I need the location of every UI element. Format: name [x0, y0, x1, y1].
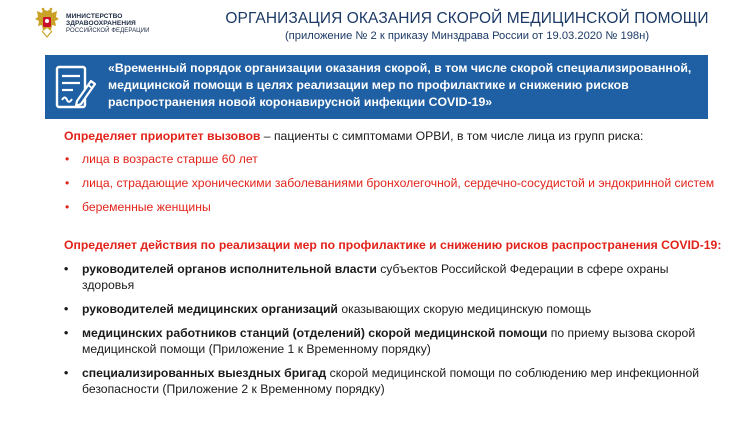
- priority-heading-rest: – пациенты с симптомами ОРВИ, в том числе лица из групп риска:: [260, 129, 644, 143]
- list-item-text: лица, страдающие хроническими заболеваниями бронхолегочной, сердечно-сосудистой и эндокринной систем: [82, 176, 715, 190]
- priority-heading: [64, 128, 724, 144]
- ministry-line-2: ЗДРАВООХРАНЕНИЯ: [66, 20, 136, 28]
- list-item: [64, 151, 724, 167]
- ministry-name: [66, 13, 150, 35]
- list-item-bold: специализированных выездных бригад: [82, 366, 327, 380]
- list-item-bold: медицинских работников станций (отделений) скорой медицинской помощи: [82, 326, 548, 340]
- ministry-line-3: РОССИЙСКОЙ ФЕДЕРАЦИИ: [66, 27, 150, 34]
- list-item: [64, 199, 724, 215]
- list-item: [64, 301, 724, 317]
- list-item: [64, 261, 724, 293]
- bullet-icon: •: [64, 302, 69, 316]
- title-block: [212, 10, 722, 44]
- list-item-text: беременные женщины: [82, 200, 211, 214]
- document-pen-icon: [53, 61, 97, 113]
- bullet-icon: •: [65, 200, 70, 214]
- list-item-bold: руководителей органов исполнительной власти: [82, 262, 377, 276]
- list-item-text: скорой медицинской помощи по соблюдению мер инфекционной безопасности (Приложение 2 к Временному порядку): [82, 366, 700, 396]
- list-item: [64, 365, 724, 397]
- bullet-icon: •: [65, 152, 70, 166]
- list-item: [64, 175, 724, 191]
- page-title: ОРГАНИЗАЦИЯ ОКАЗАНИЯ СКОРОЙ МЕДИЦИНСКОЙ ПОМОЩИ: [225, 10, 709, 27]
- bullet-icon: •: [64, 262, 69, 276]
- actions-list: [64, 261, 724, 397]
- priority-heading-bold: Определяет приоритет вызовов: [64, 129, 261, 143]
- actions-heading: Определяет действия по реализации мер по профилактике и снижению рисков распространения COVID-19:: [64, 238, 722, 252]
- banner-text: «Временный порядок организации оказания скорой, в том числе скорой специализированной, медицинской помощи в целях реализации мер по профилактике и снижению рисков распространения новой коронавирусной инфекции COVID-19»: [108, 61, 692, 110]
- risk-group-list: [64, 151, 724, 215]
- list-item-text: лица в возрасте старше 60 лет: [82, 152, 258, 166]
- slide-header: [0, 0, 736, 52]
- bullet-icon: •: [65, 176, 70, 190]
- content-area: [64, 128, 724, 405]
- list-item-text: по приему вызова скорой медицинской помощи (Приложение 1 к Временному порядку): [82, 326, 696, 356]
- bullet-icon: •: [64, 326, 69, 340]
- list-item-text: оказывающих скорую медицинскую помощь: [337, 302, 592, 316]
- list-item: [64, 325, 724, 357]
- ministry-line-1: МИНИСТЕРСТВО: [66, 13, 123, 20]
- list-item-text: субъектов Российской Федерации в сфере охраны здоровья: [82, 262, 669, 292]
- bullet-icon: •: [64, 366, 69, 380]
- list-item-bold: руководителей медицинских организаций: [82, 302, 338, 316]
- page-subtitle: (приложение № 2 к приказу Минздрава России от 19.03.2020 № 198н): [284, 30, 650, 42]
- russian-emblem-icon: [33, 7, 61, 39]
- order-banner: [45, 55, 708, 119]
